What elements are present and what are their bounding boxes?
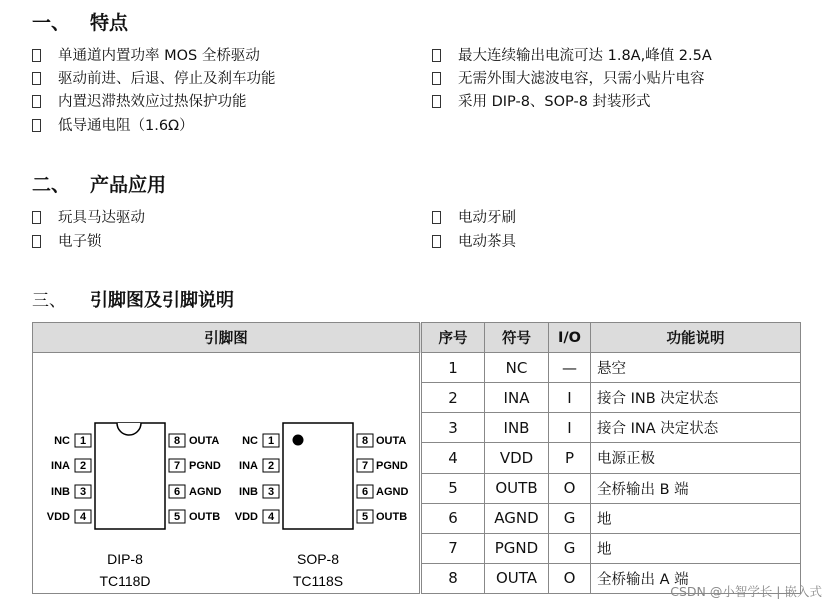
cell-io: G bbox=[549, 503, 591, 533]
cell-symbol: OUTA bbox=[485, 563, 549, 593]
bullet-icon bbox=[432, 211, 441, 224]
bullet-icon bbox=[32, 211, 41, 224]
section-number: 三、 bbox=[32, 291, 66, 311]
cell-function: 地 bbox=[591, 503, 801, 533]
dip-package-name: DIP-8 bbox=[107, 551, 143, 567]
dip-pin-label: INA bbox=[51, 460, 70, 472]
table-row bbox=[33, 353, 801, 383]
cell-index: 6 bbox=[421, 503, 485, 533]
feature-text: 内置迟滞热效应过热保护功能 bbox=[58, 94, 247, 110]
cell-symbol: PGND bbox=[485, 533, 549, 563]
dip-pin-label: OUTA bbox=[189, 435, 220, 447]
sop-pin-number: 1 bbox=[267, 435, 275, 447]
cell-function: 接合 INB 决定状态 bbox=[591, 383, 801, 413]
cell-io: I bbox=[549, 413, 591, 443]
dip-pin-number: 1 bbox=[79, 435, 87, 447]
sop-package bbox=[235, 423, 409, 589]
feature-item bbox=[32, 67, 276, 88]
section-number: 一、 bbox=[32, 12, 71, 34]
bullet-icon bbox=[32, 72, 41, 85]
cell-function: 全桥输出 A 端 bbox=[591, 563, 801, 593]
feature-item bbox=[32, 90, 247, 111]
feature-item bbox=[32, 114, 194, 135]
feature-item bbox=[432, 44, 712, 65]
sop-pin-label: NC bbox=[242, 435, 258, 447]
cell-io: I bbox=[549, 383, 591, 413]
dip-pin-label: PGND bbox=[189, 460, 221, 472]
feature-text: 无需外围大滤波电容，只需小贴片电容 bbox=[458, 71, 705, 87]
cell-io: O bbox=[549, 563, 591, 593]
cell-index: 7 bbox=[421, 533, 485, 563]
pin1-dot-icon bbox=[293, 435, 304, 446]
dip-pin-label: NC bbox=[54, 435, 70, 447]
bullet-icon bbox=[32, 95, 41, 108]
sop-pin-label: PGND bbox=[376, 460, 408, 472]
section-title: 产品应用 bbox=[90, 174, 167, 196]
sop-pin-number: 8 bbox=[361, 435, 369, 447]
sop-pin-number: 3 bbox=[267, 486, 275, 498]
cell-function: 悬空 bbox=[591, 353, 801, 383]
cell-io: — bbox=[549, 353, 591, 383]
cell-symbol: AGND bbox=[485, 503, 549, 533]
bullet-icon bbox=[432, 49, 441, 62]
bullet-icon bbox=[32, 49, 41, 62]
dip-pin-label: OUTB bbox=[189, 511, 221, 523]
dip-pin-number: 3 bbox=[79, 486, 87, 498]
bullet-icon bbox=[432, 235, 441, 248]
section-heading-features bbox=[32, 8, 128, 35]
sop-pin-label: AGND bbox=[376, 486, 409, 498]
app-item bbox=[432, 230, 516, 251]
app-item bbox=[32, 206, 145, 227]
sop-pin-number: 5 bbox=[361, 511, 369, 523]
dip-pin-number: 7 bbox=[173, 460, 181, 472]
feature-text: 低导通电阻（1.6Ω） bbox=[58, 118, 194, 134]
table-header-row bbox=[33, 323, 801, 353]
sop-pin-label: OUTB bbox=[376, 511, 408, 523]
app-text: 电动茶具 bbox=[458, 234, 516, 250]
cell-index: 8 bbox=[421, 563, 485, 593]
feature-text: 驱动前进、后退、停止及刹车功能 bbox=[58, 71, 276, 87]
cell-io: G bbox=[549, 533, 591, 563]
bullet-icon bbox=[32, 119, 41, 132]
cell-symbol: VDD bbox=[485, 443, 549, 473]
section-heading-applications bbox=[32, 170, 166, 197]
feature-item bbox=[32, 44, 260, 65]
feature-text: 最大连续输出电流可达 1.8A,峰值 2.5A bbox=[458, 48, 712, 64]
header-index: 序号 bbox=[421, 323, 485, 353]
cell-symbol: INA bbox=[485, 383, 549, 413]
dip-pin-number: 6 bbox=[173, 486, 181, 498]
dip-pin-number: 2 bbox=[79, 460, 87, 472]
feature-item bbox=[432, 90, 651, 111]
cell-index: 4 bbox=[421, 443, 485, 473]
sop-pin-label: INA bbox=[239, 460, 258, 472]
section-heading-pinout bbox=[32, 286, 234, 312]
dip-pin-number: 5 bbox=[173, 511, 181, 523]
dip-pin-label: AGND bbox=[189, 486, 222, 498]
app-text: 电子锁 bbox=[58, 234, 102, 250]
cell-index: 5 bbox=[421, 473, 485, 503]
sop-pin-label: VDD bbox=[234, 511, 258, 523]
header-io: I/O bbox=[549, 323, 591, 353]
cell-function: 地 bbox=[591, 533, 801, 563]
cell-function: 接合 INA 决定状态 bbox=[591, 413, 801, 443]
sop-pin-label: INB bbox=[239, 486, 258, 498]
pin-table bbox=[32, 322, 801, 594]
header-function: 功能说明 bbox=[591, 323, 801, 353]
bullet-icon bbox=[32, 235, 41, 248]
watermark: CSDN @小智学长 | 嵌入式 bbox=[670, 584, 822, 599]
dip-part-number: TC118D bbox=[99, 573, 151, 589]
bullet-icon bbox=[432, 72, 441, 85]
sop-pin-number: 7 bbox=[361, 460, 369, 472]
app-text: 电动牙刷 bbox=[458, 210, 516, 226]
bullet-icon bbox=[432, 95, 441, 108]
header-symbol: 符号 bbox=[485, 323, 549, 353]
section-title: 引脚图及引脚说明 bbox=[90, 290, 234, 311]
sop-pin-number: 2 bbox=[267, 460, 275, 472]
feature-text: 单通道内置功率 MOS 全桥驱动 bbox=[58, 48, 260, 64]
pin-diagram bbox=[33, 353, 419, 593]
app-item bbox=[432, 206, 516, 227]
sop-part-number: TC118S bbox=[292, 573, 344, 589]
dip-package bbox=[47, 423, 222, 589]
cell-index: 3 bbox=[421, 413, 485, 443]
dip-pin-label: INB bbox=[51, 486, 70, 498]
dip-pin-number: 8 bbox=[173, 435, 181, 447]
pin-diagram-cell bbox=[33, 353, 421, 594]
cell-symbol: OUTB bbox=[485, 473, 549, 503]
section-title: 特点 bbox=[90, 12, 129, 34]
cell-function: 全桥输出 B 端 bbox=[591, 473, 801, 503]
cell-symbol: NC bbox=[485, 353, 549, 383]
cell-function: 电源正极 bbox=[591, 443, 801, 473]
app-item bbox=[32, 230, 102, 251]
feature-item bbox=[432, 67, 705, 88]
sop-pin-number: 6 bbox=[361, 486, 369, 498]
sop-package-name: SOP-8 bbox=[296, 551, 340, 567]
dip-pin-number: 4 bbox=[79, 511, 87, 523]
dip-pin-label: VDD bbox=[46, 511, 70, 523]
sop-pin-label: OUTA bbox=[376, 435, 407, 447]
section-number: 二、 bbox=[32, 174, 71, 196]
cell-index: 1 bbox=[421, 353, 485, 383]
cell-symbol: INB bbox=[485, 413, 549, 443]
sop-pin-number: 4 bbox=[267, 511, 275, 523]
cell-io: P bbox=[549, 443, 591, 473]
cell-io: O bbox=[549, 473, 591, 503]
header-pin-diagram: 引脚图 bbox=[33, 323, 421, 353]
feature-text: 采用 DIP-8、SOP-8 封装形式 bbox=[458, 94, 651, 110]
cell-index: 2 bbox=[421, 383, 485, 413]
app-text: 玩具马达驱动 bbox=[58, 210, 145, 226]
